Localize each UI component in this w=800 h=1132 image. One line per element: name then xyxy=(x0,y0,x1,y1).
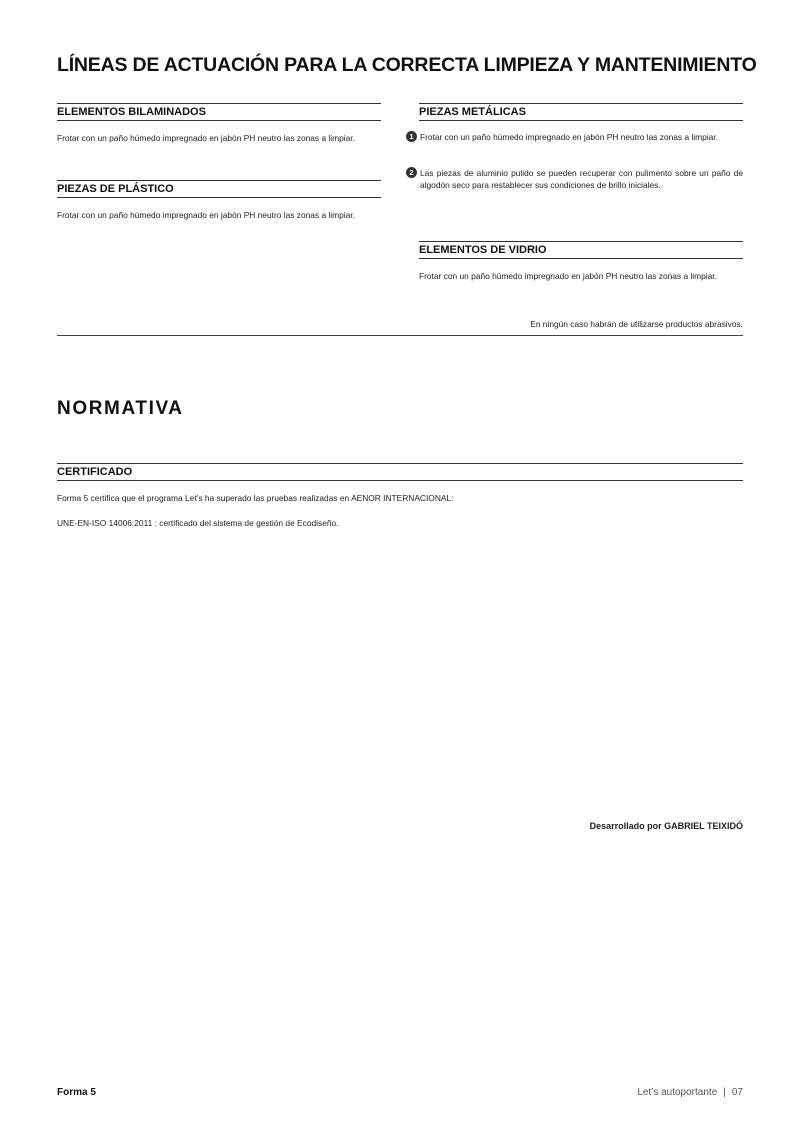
footer-page-info xyxy=(637,1087,743,1098)
section-heading-metalicas: PIEZAS METÁLICAS xyxy=(419,103,743,121)
metalicas-item-text: Las piezas de aluminio pulido se pueden recuperar con pulimento sobre un paño de algodón seco para restablecer sus condiciones de brillo iniciales. xyxy=(420,168,743,190)
footer-brand: Forma 5 xyxy=(57,1087,96,1098)
section-divider xyxy=(57,335,743,336)
footer-collection: Let’s autoportante xyxy=(637,1087,718,1098)
designer-credit: Desarrollado por GABRIEL TEIXIDÓ xyxy=(589,821,743,831)
section-text-bilaminados: Frotar con un paño húmedo impregnado en jabón PH neutro las zonas a limpiar. xyxy=(57,133,355,143)
section-heading-vidrio: ELEMENTOS DE VIDRIO xyxy=(419,241,743,259)
footer-separator: | xyxy=(723,1087,726,1098)
certificado-text-2: UNE-EN-ISO 14006:2011 : certificado del sistema de gestión de Ecodiseño. xyxy=(57,518,339,528)
section-heading-bilaminados: ELEMENTOS BILAMINADOS xyxy=(57,103,381,121)
metalicas-item-text: Frotar con un paño húmedo impregnado en jabón PH neutro las zonas a limpiar. xyxy=(420,132,718,142)
section-text-plastico: Frotar con un paño húmedo impregnado en jabón PH neutro las zonas a limpiar. xyxy=(57,210,355,220)
metalicas-item-1 xyxy=(406,131,743,143)
metalicas-item-2 xyxy=(406,167,743,191)
abrasive-warning-note: En ningún caso habrán de utilizarse productos abrasivos. xyxy=(530,319,743,329)
page-number: 07 xyxy=(731,1087,743,1098)
number-badge-icon: 1 xyxy=(406,131,417,142)
section-text-vidrio: Frotar con un paño húmedo impregnado en jabón PH neutro las zonas a limpiar. xyxy=(419,271,717,281)
page-title: LÍNEAS DE ACTUACIÓN PARA LA CORRECTA LIMPIEZA Y MANTENIMIENTO xyxy=(57,54,757,76)
number-badge-icon: 2 xyxy=(406,167,417,178)
normativa-title: NORMATIVA xyxy=(57,398,184,419)
section-heading-certificado: CERTIFICADO xyxy=(57,463,743,481)
section-heading-plastico: PIEZAS DE PLÁSTICO xyxy=(57,180,381,198)
certificado-text-1: Forma 5 certifica que el programa Let’s ha superado las pruebas realizadas en AENOR INTERNACIONAL: xyxy=(57,493,454,503)
